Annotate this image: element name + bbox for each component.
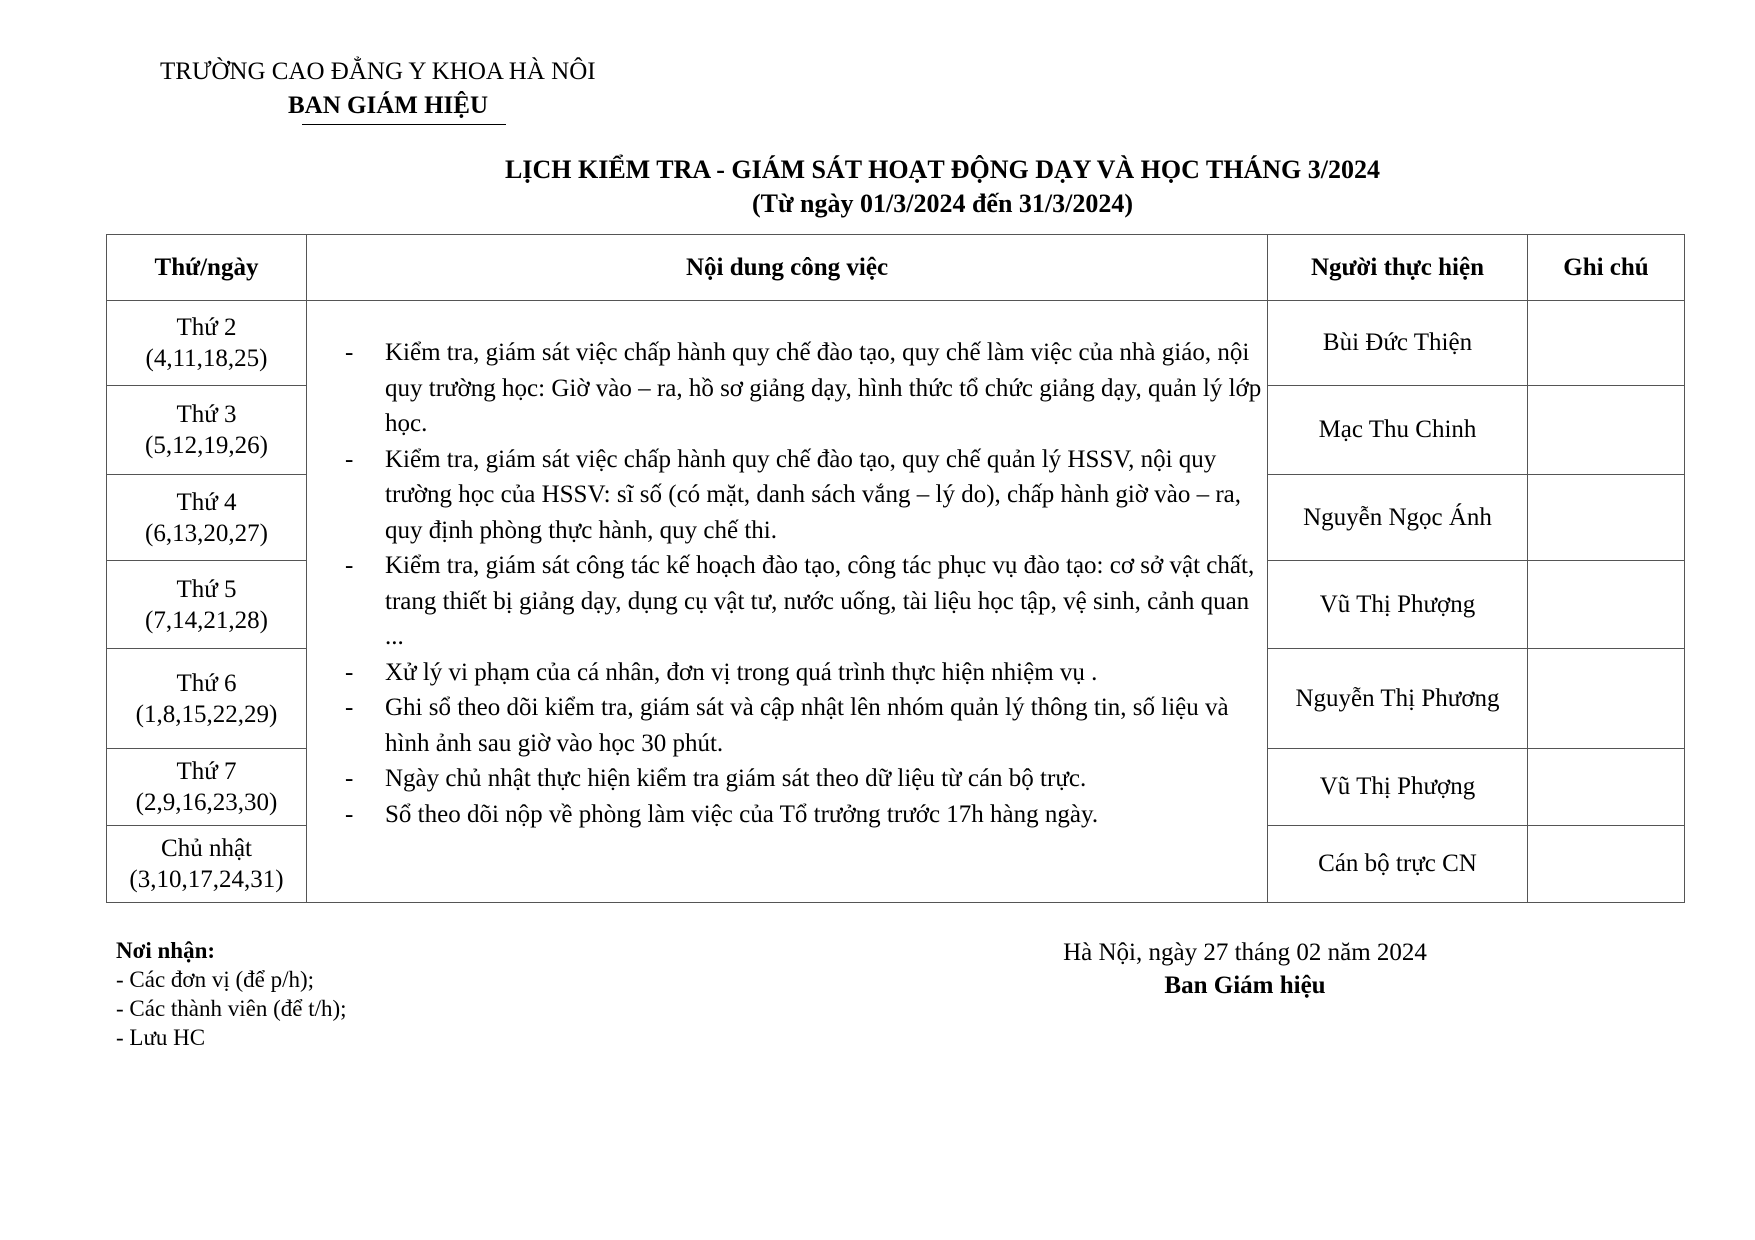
day-cell	[107, 561, 307, 649]
day-dates: (5,12,19,26)	[145, 432, 268, 459]
day-cell	[107, 301, 307, 386]
note-cell	[1528, 301, 1685, 386]
schedule-table	[106, 234, 1685, 903]
board-name: BAN GIÁM HIỆU	[288, 92, 489, 119]
day-label: Thứ 7	[176, 758, 237, 785]
day-dates: (6,13,20,27)	[145, 519, 268, 547]
recipient-item: - Các đơn vị (để p/h);	[116, 967, 315, 992]
note-cell	[1528, 475, 1685, 561]
day-dates: (4,11,18,25)	[145, 345, 268, 372]
place-date: Hà Nội, ngày 27 tháng 02 năm 2024	[1063, 939, 1427, 966]
list-item	[345, 335, 1267, 442]
table-header-row	[107, 235, 1685, 301]
day-cell	[107, 386, 307, 475]
table-row	[107, 301, 1685, 386]
day-dates: (3,10,17,24,31)	[129, 866, 284, 893]
day-dates: (1,8,15,22,29)	[135, 700, 278, 728]
header-day: Thứ/ngày	[107, 235, 307, 301]
task-text: Xử lý vi phạm của cá nhân, đơn vị trong quá trình thực hiện nhiệm vụ .	[385, 658, 1098, 686]
task-text: Kiểm tra, giám sát việc chấp hành quy chế đào tạo, quy chế làm việc của nhà giáo, nội quy trường học: Giờ vào – ra, hồ sơ giảng dạy, hình thức tổ chức giảng dạy, quản lý lớp học.	[385, 339, 1262, 437]
day-dates: (2,9,16,23,30)	[135, 789, 278, 816]
list-item	[345, 690, 1267, 761]
title-line-2: (Từ ngày 01/3/2024 đến 31/3/2024)	[751, 189, 1134, 218]
person-cell: Vũ Thị Phượng	[1268, 561, 1528, 649]
task-text: Kiểm tra, giám sát công tác kế hoạch đào tạo, công tác phục vụ đào tạo: cơ sở vật chất, trang thiết bị giảng dạy, dụng cụ vật tư, nước uống, tài liệu học tập, vệ sinh, cảnh quan ...	[385, 552, 1255, 650]
day-cell	[107, 475, 307, 561]
list-item	[345, 548, 1267, 655]
person-cell: Nguyễn Thị Phương	[1268, 649, 1528, 749]
day-label: Thứ 2	[176, 314, 237, 341]
day-label: Thứ 6	[176, 669, 237, 697]
day-label: Thứ 4	[176, 488, 237, 516]
task-text: Ngày chủ nhật thực hiện kiểm tra giám sát theo dữ liệu từ cán bộ trực.	[385, 765, 1087, 792]
bullet-dash: -	[345, 658, 354, 686]
bullet-dash: -	[345, 552, 354, 579]
note-cell	[1528, 561, 1685, 649]
person-cell: Cán bộ trực CN	[1268, 826, 1528, 903]
signer: Ban Giám hiệu	[1164, 972, 1326, 999]
recipients-block	[116, 936, 347, 1052]
content-cell	[307, 301, 1268, 903]
recipient-item: - Lưu HC	[116, 1025, 206, 1050]
bullet-dash: -	[345, 339, 354, 366]
bullet-dash: -	[345, 765, 354, 792]
board-name-underline	[302, 124, 506, 125]
header-note: Ghi chú	[1528, 235, 1685, 301]
list-item	[345, 797, 1267, 833]
note-cell	[1528, 649, 1685, 749]
list-item	[345, 655, 1267, 691]
bullet-dash: -	[345, 800, 354, 828]
note-cell	[1528, 749, 1685, 826]
note-cell	[1528, 386, 1685, 475]
day-label: Thứ 3	[176, 401, 237, 428]
day-dates: (7,14,21,28)	[145, 606, 268, 634]
list-item	[345, 442, 1267, 549]
document-title	[0, 155, 1755, 219]
day-cell	[107, 649, 307, 749]
bullet-dash: -	[345, 694, 354, 721]
school-name: TRƯỜNG CAO ĐẲNG Y KHOA HÀ NÔI	[160, 58, 596, 85]
day-label: Chủ nhật	[161, 835, 252, 862]
task-text: Kiểm tra, giám sát việc chấp hành quy chế đào tạo, quy chế quản lý HSSV, nội quy trường học của HSSV: sĩ số (có mặt, danh sách vắng – lý do), chấp hành giờ vào – ra, quy định phòng thực hành, quy chế thi.	[385, 445, 1242, 544]
day-cell	[107, 749, 307, 826]
task-text: Sổ theo dõi nộp về phòng làm việc của Tổ trưởng trước 17h hàng ngày.	[385, 800, 1099, 828]
recipient-item: - Các thành viên (để t/h);	[116, 996, 347, 1021]
recipients-heading: Nơi nhận:	[116, 938, 216, 963]
note-cell	[1528, 826, 1685, 903]
day-cell	[107, 826, 307, 903]
header-content: Nội dung công việc	[307, 235, 1268, 301]
bullet-dash: -	[345, 445, 354, 473]
signature-block	[1000, 936, 1490, 1002]
person-cell: Nguyễn Ngọc Ánh	[1268, 475, 1528, 561]
person-cell: Bùi Đức Thiện	[1268, 301, 1528, 386]
list-item	[345, 761, 1267, 797]
header-person: Người thực hiện	[1268, 235, 1528, 301]
day-label: Thứ 5	[176, 575, 237, 603]
title-line-1: LỊCH KIỂM TRA - GIÁM SÁT HOẠT ĐỘNG DẠY VÀ HỌC THÁNG 3/2024	[505, 155, 1380, 184]
task-list	[307, 335, 1267, 832]
task-text: Ghi sổ theo dõi kiểm tra, giám sát và cập nhật lên nhóm quản lý thông tin, số liệu và hình ảnh sau giờ vào học 30 phút.	[385, 694, 1229, 757]
person-cell: Vũ Thị Phượng	[1268, 749, 1528, 826]
person-cell: Mạc Thu Chinh	[1268, 386, 1528, 475]
